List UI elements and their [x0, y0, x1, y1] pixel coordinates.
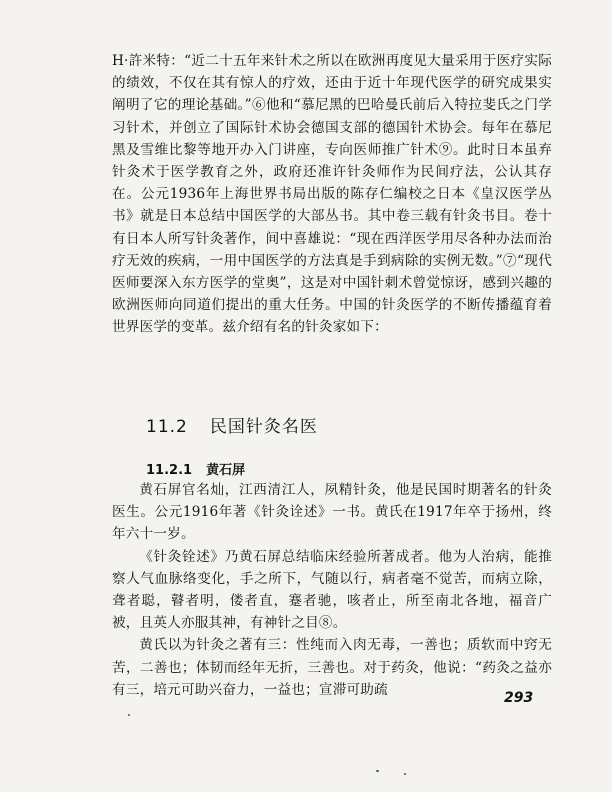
paragraph-needles: 黄氏以为针灸之著有三：性纯而入肉无毒，一善也；质软而中窍无苦，二善也；体韧而经年无折，三善也。对于药灸，他说：“药灸之益亦有三，培元可助兴奋力，一益也；宣滞可助疏	[112, 637, 552, 698]
subsection-body	[112, 479, 552, 701]
section-title: 民国针灸名医	[209, 417, 318, 437]
page-number: 293	[504, 690, 534, 706]
section-heading	[146, 412, 318, 437]
scan-speck	[376, 770, 379, 772]
intro-paragraph-block	[112, 50, 552, 339]
subsection-heading	[146, 459, 245, 478]
intro-paragraph: H·許米特：“近二十五年来针术之所以在欧洲再度见大量采用于医疗实际的绩效，不仅在其有惊人的疗效，还由于近十年现代医学的研究成果实阐明了它的理论基础。”⑥他和“慕尼黑的巴哈曼氏前后入特拉斐氏之门学习针术，并创立了国际针术协会德国支部的德国针术协会。每年在慕尼黑及雪维比黎等地开办入门讲座，专向医师推广针术⑨。此时日本虽弃针灸术于医学教育之外，政府还准许针灸师作为民间疗法，公认其存在。公元1936年上海世界书局出版的陈存仁编校之日本《皇汉医学丛书》就是日本总结中国医学的大部丛书。其中卷三载有针灸书目。卷十有日本人所写针灸著作，间中喜雄说：“现在西洋医学用尽各种办法而治疗无效的疾病，一用中国医学的方法真是手到病除的实例无数。”⑦“现代医师要深入东方医学的堂奥”，这是对中国针刺术曾觉惊讶，感到兴趣的欧洲医师向同道们提出的重大任务。中国的针灸医学的不断传播蕴育着世界医学的变革。兹介绍有名的针灸家如下：	[112, 53, 552, 336]
scan-speck	[404, 773, 406, 775]
subsection-number: 11.2.1	[146, 463, 193, 478]
paragraph-book: 《针灸铨述》乃黄石屏总结临床经验所著成者。他为人治病，能推察人气血脉络变化，手之所下，气随以行，病者毫不觉苦，而病立除，聋者聪，瞽者明，偻者直，蹇者驰，咳者止，所至南北各地，福音广被，且英人亦服其神，有神针之目⑧。	[112, 548, 552, 632]
section-number: 11.2	[146, 417, 188, 437]
scan-speck	[128, 714, 130, 716]
paragraph-biography: 黄石屏官名灿，江西清江人，夙精针灸，他是民国时期著名的针灸医生。公元1916年著《针灸诠述》一书。黄氏在1917年卒于扬州，终年六十一岁。	[112, 482, 552, 543]
subsection-title: 黄石屏	[206, 463, 246, 478]
